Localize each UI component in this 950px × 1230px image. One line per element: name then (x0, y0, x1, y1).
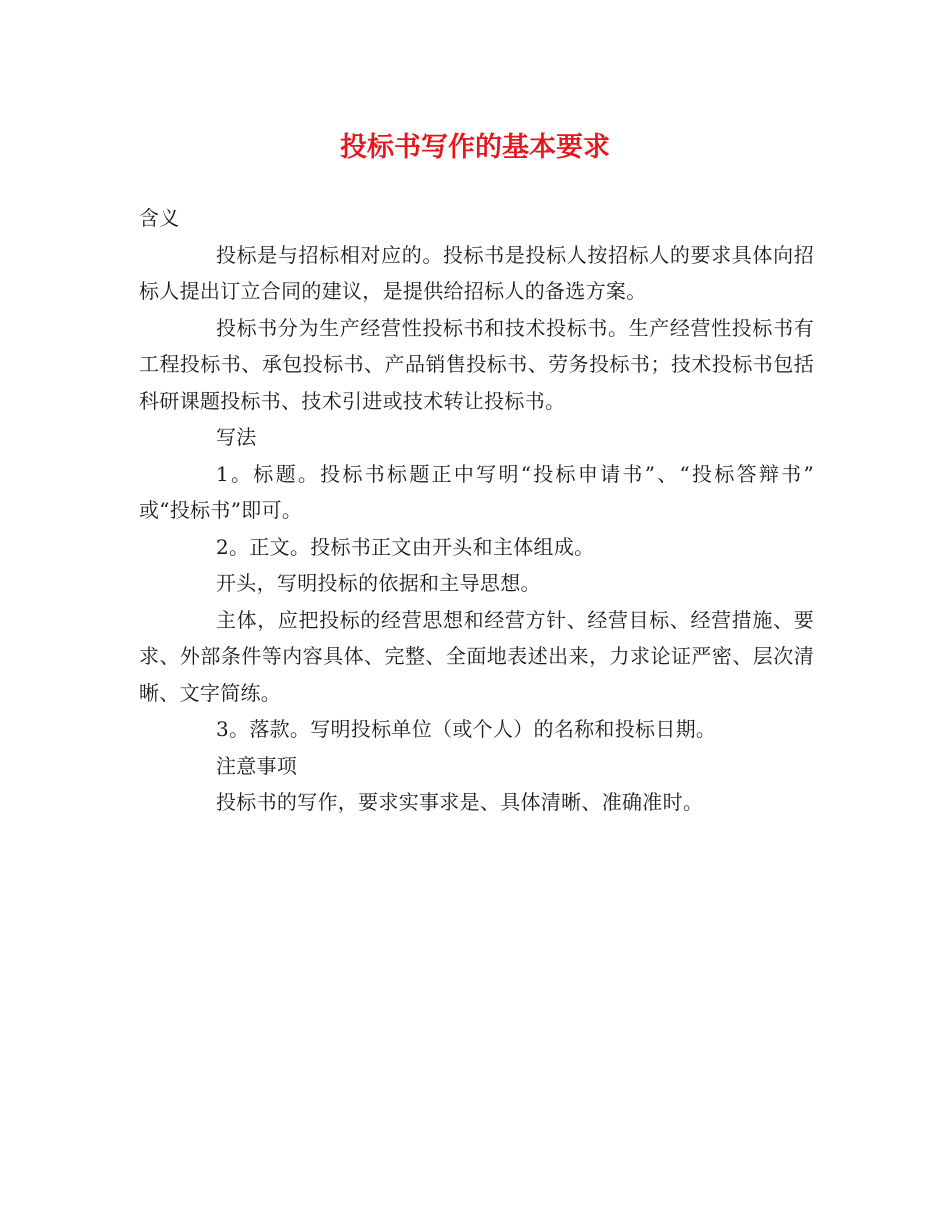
paragraph-types: 投标书分为生产经营性投标书和技术投标书。生产经营性投标书有工程投标书、承包投标书、产品销售投标书、劳务投标书；技术投标书包括科研课题投标书、技术引进或技术转让投标书。 (139, 315, 814, 413)
paragraph-notes: 投标书的写作，要求实事求是、具体清晰、准确准时。 (216, 790, 704, 814)
paragraph-definition: 投标是与招标相对应的。投标书是投标人按招标人的要求具体向招标人提出订立合同的建议，是提供给招标人的备选方案。 (139, 242, 814, 303)
paragraph-main-body: 主体，应把投标的经营思想和经营方针、经营目标、经营措施、要求、外部条件等内容具体、完整、全面地表述出来，力求论证严密、层次清晰、文字简练。 (139, 607, 814, 705)
paragraph-body-rule: 2。正文。投标书正文由开头和主体组成。 (216, 534, 595, 559)
section-heading-meaning: 含义 (139, 206, 180, 230)
section-heading-notes: 注意事项 (216, 753, 298, 778)
document-title: 投标书写作的基本要求 (340, 132, 610, 163)
paragraph-title-rule: 1。标题。投标书标题正中写明“投标申请书”、“投标答辩书” 或“投标书”即可。 (139, 461, 814, 522)
paragraph-opening: 开头，写明投标的依据和主导思想。 (216, 571, 541, 595)
section-heading-writing: 写法 (216, 425, 257, 449)
document-body (139, 200, 814, 821)
paragraph-signature-rule: 3。落款。写明投标单位（或个人）的名称和投标日期。 (216, 717, 717, 741)
